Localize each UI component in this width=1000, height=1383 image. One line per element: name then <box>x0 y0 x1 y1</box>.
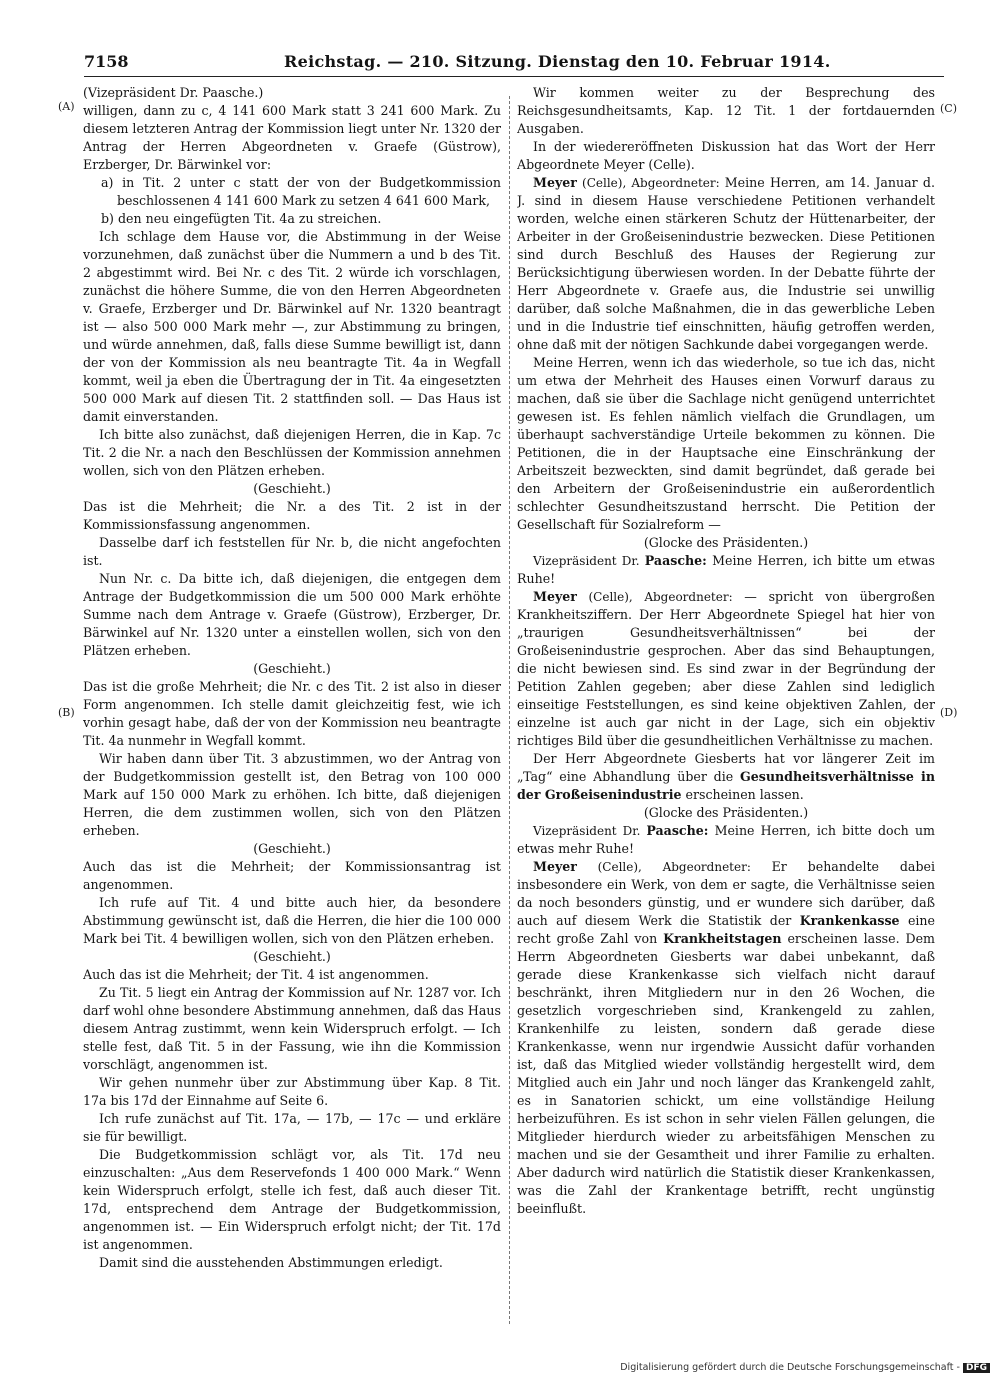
paragraph: In der wiedereröffneten Diskussion hat das Wort der Herr Abgeordnete Meyer (Celle). <box>517 139 935 172</box>
paragraph: Wir haben dann über Tit. 3 abzustimmen, wo der Antrag von der Budgetkommission gestellt ist, den Betrag von 100 000 Mark auf 150 000 Mark zu erhöhen. Ich bitte, daß diejenigen Herren, die dem zustimmen wollen, sich von den Plätzen erheben. <box>83 751 501 838</box>
paragraph: Meine Herren, wenn ich das wiederhole, so tue ich das, nicht um etwa der Mehrheit des Hauses einen Vorwurf daraus zu machen, daß sie über die Sachlage nicht genügend unterrichtet gewesen ist. Es fehlen nämlich vielfach die Grundlagen, um überhaupt sachverständige Urteile bekommen zu können. Die Petitionen, die in der Hauptsache eine Einschränkung der Arbeitszeit bezweckten, sind damit begründet, daß gerade bei den Arbeitern der Großeisenindustrie ein außerordentlich schlechter Gesundheitszustand herrscht. Die Petition der Gesellschaft für Sozialreform — <box>517 355 935 532</box>
paragraph: Ich bitte also zunächst, daß diejenigen Herren, die in Kap. 7c Tit. 2 die Nr. a nach den Beschlüssen der Kommission annehmen wollen, sich von den Plätzen erheben. <box>83 427 501 478</box>
highlighted-term: Krankheitstagen <box>663 931 782 946</box>
speech-text: Er behandelte dabei insbesondere ein Werk, von dem er sagte, die Verhältnisse seien da noch besonders günstig, und er wundere sich darüber, daß auch auf diesem Werk die Statistik der <box>517 859 935 928</box>
speaker-name: Meyer <box>533 589 577 604</box>
margin-marker-a: (A) <box>58 100 75 113</box>
list-item: a) in Tit. 2 unter c statt der von der Budgetkommission beschlossenen 4 141 600 Mark zu setzen 4 641 600 Mark, <box>101 175 501 208</box>
speaker-note: (Vizepräsident Dr. Paasche.) <box>83 85 264 100</box>
paragraph: Ich schlage dem Hause vor, die Abstimmung in der Weise vorzunehmen, daß zunächst über die Nummern a und b des Tit. 2 abgestimmt wird. Bei Nr. c des Tit. 2 würde ich vorschlagen, zunächst die höhere Summe, die von den Herren Abgeordneten v. Graefe, Erzberger und Dr. Bärwinkel auf Nr. 1320 beantragt ist — also 500 000 Mark mehr —, zur Abstimmung zu bringen, und würde annehmen, daß, falls diese Summe bewilligt ist, dann der von der Kommission als neu beantragte Tit. 4a in Wegfall kommt, weil ja eben die Übertragung der in Tit. 4a eingesetzten 500 000 Mark auf diesen Tit. 2 stattfinden soll. — Das Haus ist damit einverstanden. <box>83 229 501 424</box>
speaker-name: Meyer <box>533 859 577 874</box>
margin-marker-c: (C) <box>940 102 957 115</box>
speaker-role: (Celle), Abgeordneter: <box>576 590 745 604</box>
speech-paragraph <box>517 588 935 750</box>
speech-text: erscheinen lasse. Dem Herrn Abgeordneten Giesberts war dabei unbekannt, daß gerade diese Krankenkasse sich vielfach nicht darauf beschränkt, ihren Mitgliedern nur in den 26 Wochen, die gesetzlich vorgeschrieben sind, Krankengeld zu zahlen, Krankenhilfe zu leisten, sondern daß gerade diese Krankenkasse, wenn nur irgendwie Aussicht dafür vorhanden ist, daß das Mitglied wieder vollständig hergestellt wird, dem Mitglied auch ein Jahr und noch länger das Krankengeld zahlt, es in Sanatorien schickt, um eine vollständige Heilung herbeizuführen. Es ist schon in sehr vielen Fällen gelungen, die Mitglieder hierdurch wieder zu arbeitsfähigen Menschen zu machen und sie der Gesamtheit und ihrer Familie zu erhalten. Aber dadurch wird natürlich die Statistik dieser Krankenkassen, was die Zahl der Krankentage betrifft, recht ungünstig beeinflußt. <box>517 931 935 1216</box>
page-number: 7158 <box>84 52 129 71</box>
paragraph: Das ist die Mehrheit; die Nr. a des Tit. 2 ist in der Kommissionsfassung angenommen. <box>83 499 501 532</box>
paragraph: Ich rufe zunächst auf Tit. 17a, — 17b, — 17c — und erkläre sie für bewilligt. <box>83 1111 501 1144</box>
speech-text: Meine Herren, ich bitte um etwas Ruhe! <box>517 553 935 586</box>
speaker-name: Paasche: <box>646 823 709 838</box>
speech-paragraph <box>517 858 935 1218</box>
highlighted-term: Gesundheitsverhältnisse in der Großeisenindustrie <box>517 769 935 802</box>
speaker-role: Vizepräsident Dr. <box>533 554 645 568</box>
speaker-role: (Celle), Abgeordneter: <box>576 860 772 874</box>
stage-direction: (Geschieht.) <box>253 481 331 496</box>
paragraph: Auch das ist die Mehrheit; der Tit. 4 ist angenommen. <box>83 967 429 982</box>
paragraph: Dasselbe darf ich feststellen für Nr. b, die nicht angefochten ist. <box>83 535 501 568</box>
running-title: Reichstag. — 210. Sitzung. Dienstag den 10. Februar 1914. <box>284 52 831 71</box>
margin-marker-d: (D) <box>940 706 958 719</box>
list-item: b) den neu eingefügten Tit. 4a zu streichen. <box>101 211 382 226</box>
speech-text: Meine Herren, am 14. Januar d. J. sind in diesem Hause verschiedene Petitionen verhandelt worden, welche einen stärkeren Schutz der Hüttenarbeiter, der Arbeiter in der Großeisenindustrie bezwecken. Diese Petitionen sind durch Beschluß des Hauses der Regierung zur Berücksichtigung überwiesen worden. In der Debatte führte der Herr Abgeordnete v. Graefe aus, die Industrie sei unwillig darüber, daß solche Maßnahmen, die in das gewerbliche Leben und in die Industrie tief einschnitten, häufig getroffen werden, ohne daß mit der nötigen Sachkunde dabei vorgegangen werde. <box>517 175 935 352</box>
paragraph: Zu Tit. 5 liegt ein Antrag der Kommission auf Nr. 1287 vor. Ich darf wohl ohne besondere Abstimmung annehmen, daß das Haus diesem Antrag zustimmt, wenn kein Widerspruch erfolgt. — Ich stelle fest, daß Tit. 5 in der Fassung, wie ihn die Kommission vorschlägt, angenommen ist. <box>83 985 501 1072</box>
paragraph: Ich rufe auf Tit. 4 und bitte auch hier, da besondere Abstimmung gewünscht ist, daß die Herren, die hier die 100 000 Mark bei Tit. 4 bewilligen wollen, sich von den Plätzen erheben. <box>83 895 501 946</box>
footer-text: Digitalisierung gefördert durch die Deutsche Forschungsgemeinschaft - <box>620 1362 960 1373</box>
paragraph: Wir kommen weiter zu der Besprechung des Reichsgesundheitsamts, Kap. 12 Tit. 1 der fortdauernden Ausgaben. <box>517 85 935 136</box>
paragraph: Die Budgetkommission schlägt vor, als Tit. 17d neu einzuschalten: „Aus dem Reservefonds 1 400 000 Mark.“ Wenn kein Widerspruch erfolgt, stelle ich fest, daß auch dieser Tit. 17d, entsprechend dem Antrage der Budgetkommission, angenommen ist. — Ein Widerspruch erfolgt nicht; der Tit. 17d ist angenommen. <box>83 1147 501 1252</box>
speaker-role: (Celle), Abgeordneter: <box>576 176 725 190</box>
highlighted-term: Krankenkasse <box>799 913 900 928</box>
text-run: erscheinen lassen. <box>681 787 804 802</box>
paragraph: Damit sind die ausstehenden Abstimmungen erledigt. <box>99 1255 443 1270</box>
stage-direction: (Glocke des Präsidenten.) <box>643 805 809 820</box>
speech-text: Meine Herren, ich bitte doch um etwas mehr Ruhe! <box>517 823 935 856</box>
speech-text: — spricht von übergroßen Krankheitsziffern. Der Herr Abgeordnete Spiegel hat hier von „traurigen Gesundheitsverhältnissen“ bei der Großeisenindustrie gesprochen. Aber das sind Behauptungen, die nicht bewiesen sind. Es sind zwar in der Begründung der Petition Zahlen gegeben; aber diese Zahlen sind lediglich einseitige Feststellungen, es sind keine objektiven Zahlen, der einzelne ist auch gar nicht in der Lage, sich ein objektiv richtiges Bild über die gesundheitlichen Verhältnisse zu machen. <box>517 589 935 748</box>
text-run: Der Herr Abgeordnete Giesberts hat vor längerer Zeit im „Tag“ eine Abhandlung über die <box>517 751 935 784</box>
paragraph: Das ist die große Mehrheit; die Nr. c des Tit. 2 ist also in dieser Form angenommen. Ich stelle damit gleichzeitig fest, wie ich vorhin gesagt habe, daß der von der Kommission neu beantragte Tit. 4a nunmehr in Wegfall kommt. <box>83 679 501 748</box>
speaker-role: Vizepräsident Dr. <box>533 824 647 838</box>
stage-direction: (Geschieht.) <box>253 841 331 856</box>
speech-paragraph <box>517 174 935 354</box>
footer-credit <box>620 1362 990 1373</box>
speaker-name: Meyer <box>533 175 577 190</box>
speech-paragraph <box>517 552 935 588</box>
stage-direction: (Glocke des Präsidenten.) <box>643 535 809 550</box>
paragraph: Nun Nr. c. Da bitte ich, daß diejenigen, die entgegen dem Antrage der Budgetkommission die um 500 000 Mark erhöhte Summe nach dem Antrage v. Graefe (Güstrow), Erzberger, Dr. Bärwinkel auf Nr. 1320 unter a einstellen wollen, sich von den Plätzen erheben. <box>83 571 501 658</box>
speaker-name: Paasche: <box>644 553 707 568</box>
paragraph: Wir gehen nunmehr über zur Abstimmung über Kap. 8 Tit. 17a bis 17d der Einnahme auf Seite 6. <box>83 1075 501 1108</box>
left-column <box>83 84 501 1334</box>
header-rule <box>84 76 944 77</box>
column-divider <box>509 96 510 1324</box>
stage-direction: (Geschieht.) <box>253 661 331 676</box>
dfg-logo: DFG <box>963 1363 990 1373</box>
right-column <box>517 84 935 1334</box>
speech-text: eine recht große Zahl von <box>517 913 935 946</box>
margin-marker-b: (B) <box>58 706 75 719</box>
paragraph: willigen, dann zu c, 4 141 600 Mark statt 3 241 600 Mark. Zu diesem letzteren Antrag der Kommission liegt unter Nr. 1320 der Antrag der Herren Abgeordneten v. Graefe (Güstrow), Erzberger, Dr. Bärwinkel vor: <box>83 103 501 172</box>
page-header <box>84 52 944 76</box>
stage-direction: (Geschieht.) <box>253 949 331 964</box>
paragraph: Auch das ist die Mehrheit; der Kommissionsantrag ist angenommen. <box>83 859 501 892</box>
speech-paragraph <box>517 822 935 858</box>
paragraph <box>517 750 935 804</box>
